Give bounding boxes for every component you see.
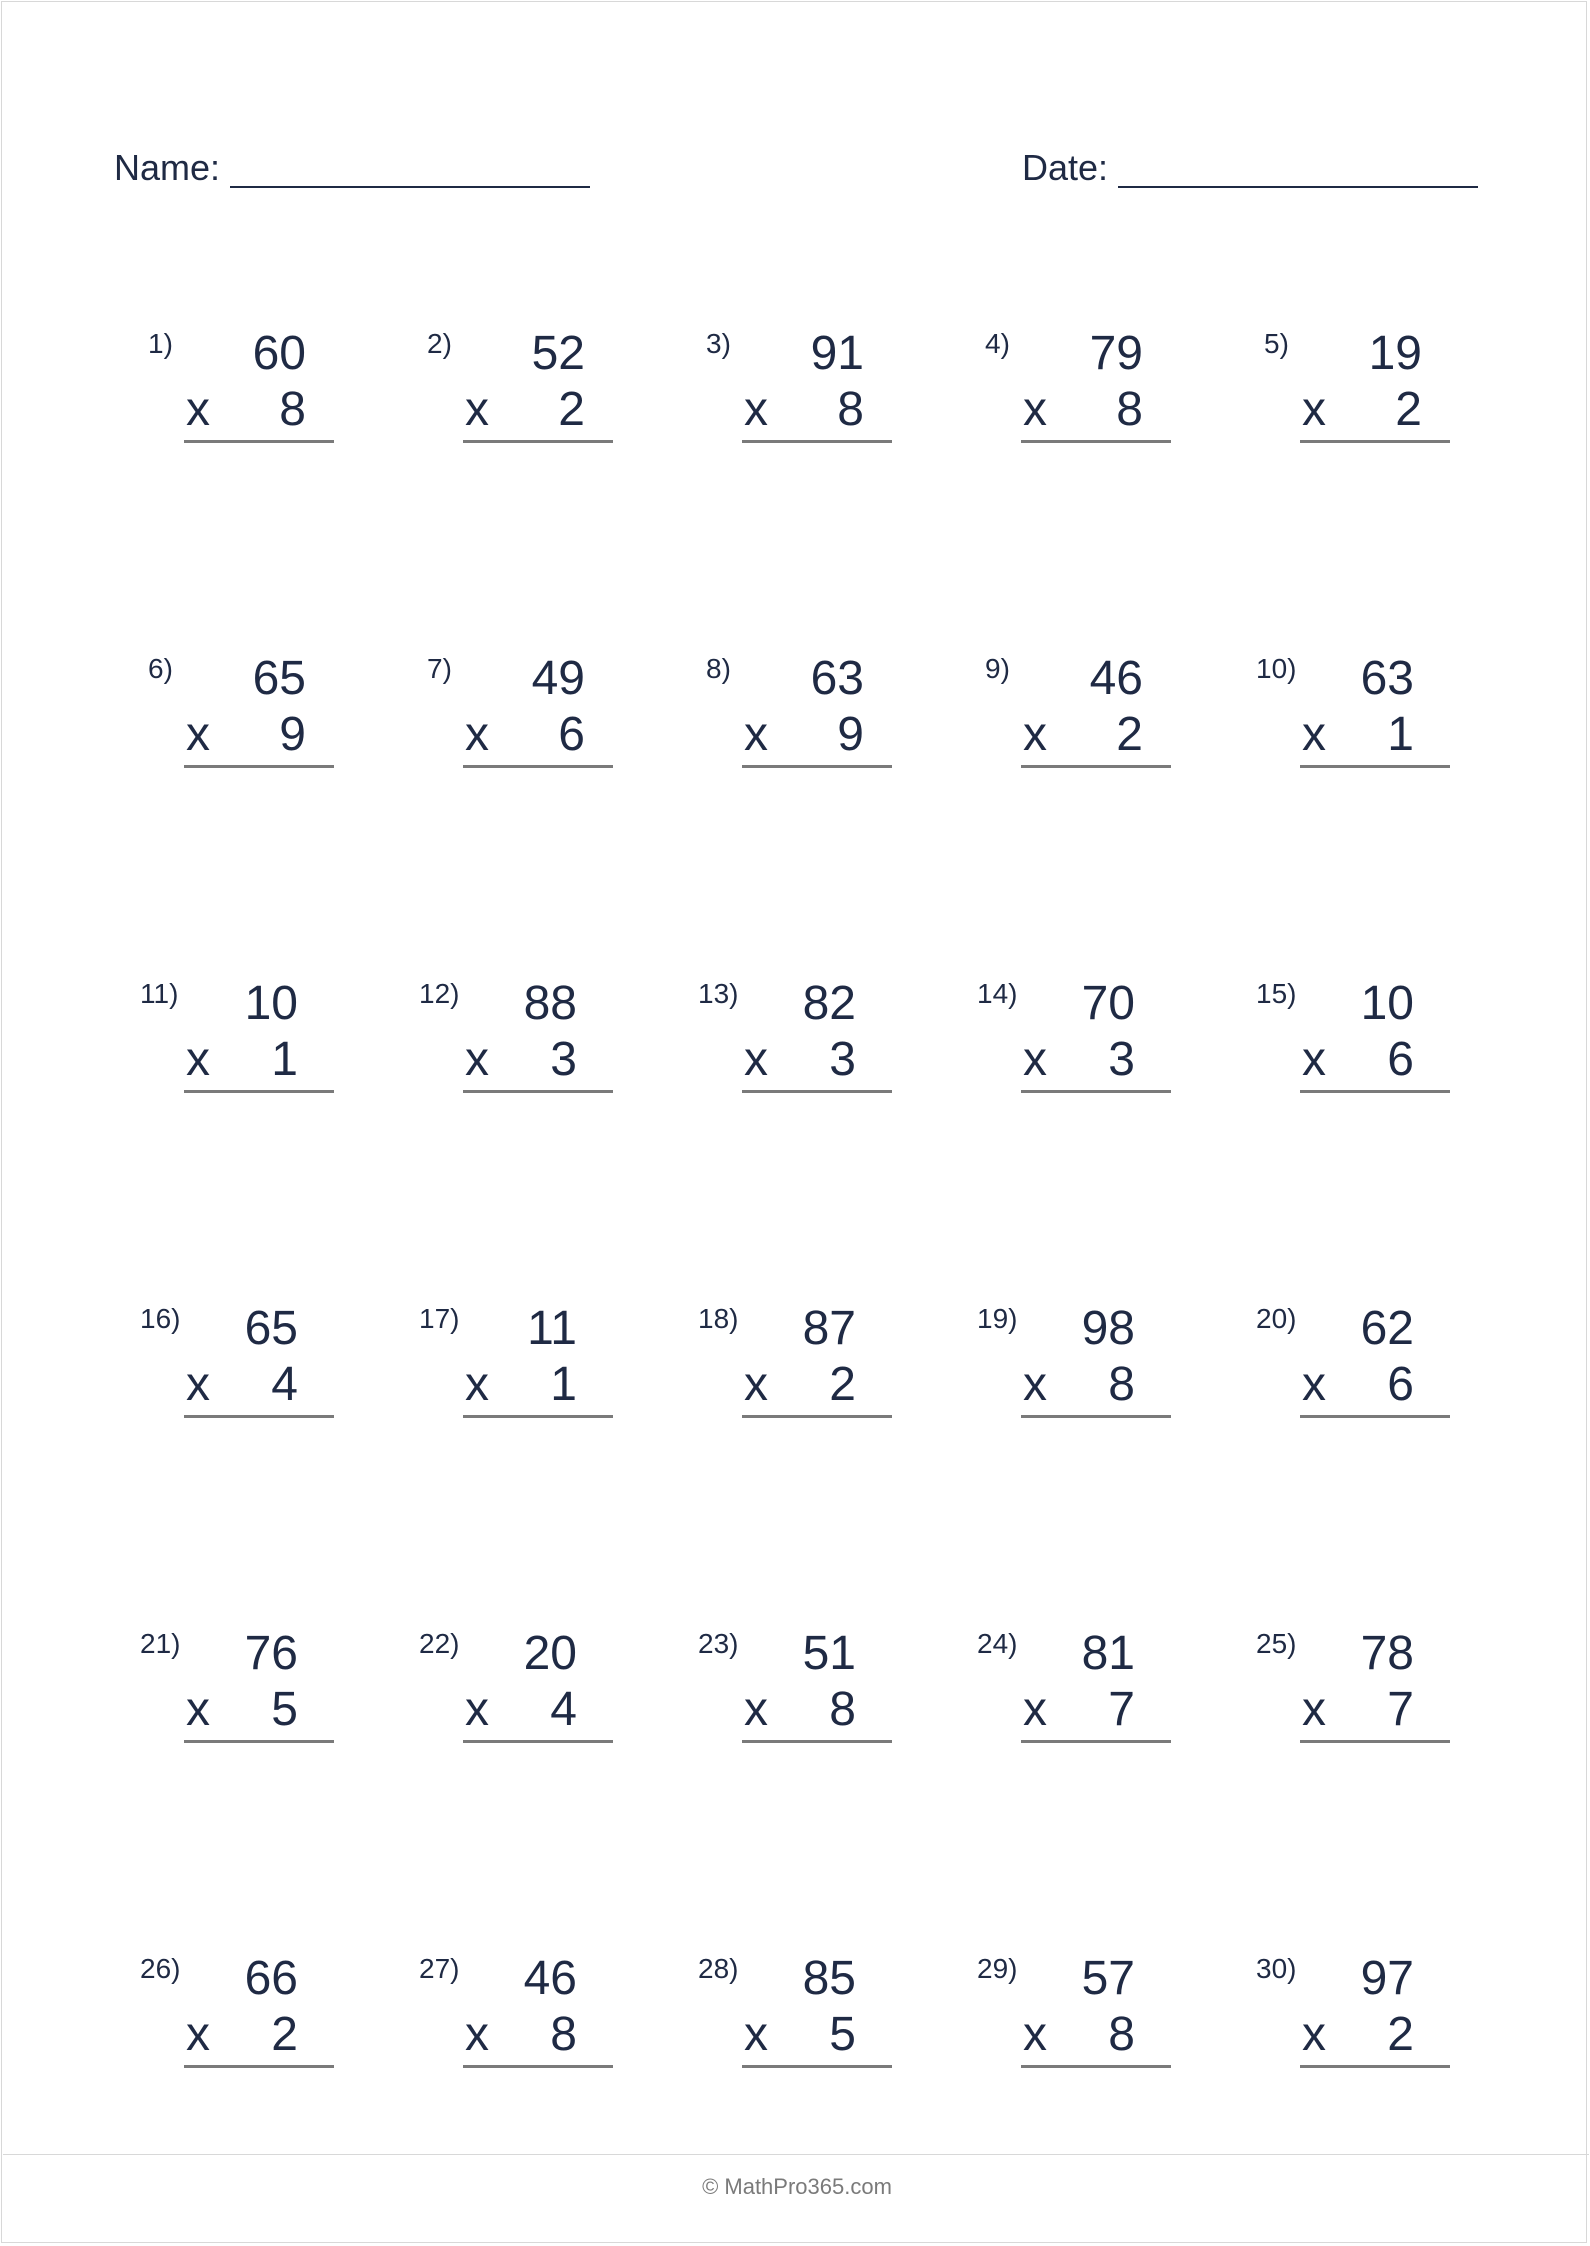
problem-17 — [419, 1303, 619, 1423]
top-factor: 62 — [1360, 1302, 1414, 1355]
problem-number: 14) — [977, 978, 1018, 1009]
problem-13 — [698, 978, 898, 1098]
problem-4 — [985, 328, 1185, 448]
problem-8 — [706, 653, 906, 773]
answer-rule — [1300, 1090, 1450, 1093]
problem-number: 20) — [1256, 1303, 1297, 1334]
bottom-factor: 8 — [1108, 2008, 1135, 2061]
problem-number: 25) — [1256, 1628, 1297, 1659]
answer-rule — [463, 765, 613, 768]
problem-2 — [427, 328, 627, 448]
answer-rule — [463, 440, 613, 443]
top-factor: 85 — [802, 1952, 856, 2005]
multiply-sign: x — [744, 1683, 768, 1736]
bottom-factor: 7 — [1108, 1683, 1135, 1736]
problem-16 — [140, 1303, 340, 1423]
answer-rule — [742, 2065, 892, 2068]
bottom-factor: 1 — [1387, 708, 1414, 761]
top-factor: 81 — [1081, 1627, 1135, 1680]
multiply-sign: x — [465, 383, 489, 436]
problem-27 — [419, 1953, 619, 2073]
answer-rule — [1021, 765, 1171, 768]
bottom-factor: 6 — [1387, 1033, 1414, 1086]
bottom-factor: 5 — [271, 1683, 298, 1736]
multiply-sign: x — [1302, 708, 1326, 761]
answer-rule — [1021, 1415, 1171, 1418]
problem-number: 8) — [706, 653, 731, 684]
answer-rule — [1021, 440, 1171, 443]
problem-28 — [698, 1953, 898, 2073]
problem-number: 10) — [1256, 653, 1297, 684]
multiply-sign: x — [744, 1358, 768, 1411]
problem-21 — [140, 1628, 340, 1748]
problem-18 — [698, 1303, 898, 1423]
problem-number: 9) — [985, 653, 1010, 684]
problem-number: 29) — [977, 1953, 1018, 1984]
multiply-sign: x — [465, 1033, 489, 1086]
problem-5 — [1264, 328, 1464, 448]
bottom-factor: 3 — [829, 1033, 856, 1086]
bottom-factor: 9 — [837, 708, 864, 761]
top-factor: 79 — [1089, 327, 1143, 380]
problem-number: 26) — [140, 1953, 181, 1984]
date-field — [1022, 142, 1478, 189]
top-factor: 87 — [802, 1302, 856, 1355]
answer-rule — [184, 2065, 334, 2068]
top-factor: 10 — [244, 977, 298, 1030]
answer-rule — [184, 765, 334, 768]
bottom-factor: 8 — [279, 383, 306, 436]
answer-rule — [184, 1740, 334, 1743]
top-factor: 20 — [523, 1627, 577, 1680]
answer-rule — [742, 1090, 892, 1093]
multiply-sign: x — [1023, 1033, 1047, 1086]
bottom-factor: 4 — [550, 1683, 577, 1736]
top-factor: 63 — [810, 652, 864, 705]
bottom-factor: 2 — [1116, 708, 1143, 761]
answer-rule — [463, 1090, 613, 1093]
answer-rule — [184, 440, 334, 443]
answer-rule — [463, 1415, 613, 1418]
bottom-factor: 1 — [550, 1358, 577, 1411]
top-factor: 60 — [252, 327, 306, 380]
top-factor: 88 — [523, 977, 577, 1030]
bottom-factor: 9 — [279, 708, 306, 761]
multiply-sign: x — [186, 1358, 210, 1411]
bottom-factor: 6 — [558, 708, 585, 761]
bottom-factor: 4 — [271, 1358, 298, 1411]
problem-number: 23) — [698, 1628, 739, 1659]
name-label: Name: — [114, 147, 221, 188]
multiply-sign: x — [186, 383, 210, 436]
answer-rule — [1021, 1090, 1171, 1093]
bottom-factor: 1 — [271, 1033, 298, 1086]
problem-26 — [140, 1953, 340, 2073]
problem-25 — [1256, 1628, 1456, 1748]
bottom-factor: 8 — [837, 383, 864, 436]
problem-number: 15) — [1256, 978, 1297, 1009]
multiply-sign: x — [186, 708, 210, 761]
bottom-factor: 2 — [1387, 2008, 1414, 2061]
name-field — [114, 142, 590, 189]
bottom-factor: 2 — [1395, 383, 1422, 436]
multiply-sign: x — [186, 2008, 210, 2061]
bottom-factor: 3 — [550, 1033, 577, 1086]
problem-20 — [1256, 1303, 1456, 1423]
problem-number: 13) — [698, 978, 739, 1009]
problem-24 — [977, 1628, 1177, 1748]
answer-rule — [742, 1415, 892, 1418]
bottom-factor: 7 — [1387, 1683, 1414, 1736]
problem-11 — [140, 978, 340, 1098]
multiply-sign: x — [1302, 1683, 1326, 1736]
bottom-factor: 2 — [271, 2008, 298, 2061]
top-factor: 66 — [244, 1952, 298, 2005]
problem-9 — [985, 653, 1185, 773]
multiply-sign: x — [1302, 2008, 1326, 2061]
bottom-factor: 5 — [829, 2008, 856, 2061]
problem-7 — [427, 653, 627, 773]
bottom-factor: 2 — [829, 1358, 856, 1411]
problem-number: 11) — [140, 978, 179, 1009]
answer-rule — [184, 1415, 334, 1418]
problem-number: 28) — [698, 1953, 739, 1984]
multiply-sign: x — [1023, 1358, 1047, 1411]
problem-number: 24) — [977, 1628, 1018, 1659]
answer-rule — [463, 2065, 613, 2068]
top-factor: 19 — [1368, 327, 1422, 380]
date-label: Date: — [1022, 147, 1109, 188]
multiply-sign: x — [465, 1358, 489, 1411]
problem-number: 16) — [140, 1303, 181, 1334]
problem-23 — [698, 1628, 898, 1748]
multiply-sign: x — [1302, 1033, 1326, 1086]
problem-number: 6) — [148, 653, 173, 684]
answer-rule — [742, 765, 892, 768]
multiply-sign: x — [744, 2008, 768, 2061]
problem-30 — [1256, 1953, 1456, 2073]
top-factor: 46 — [1089, 652, 1143, 705]
top-factor: 57 — [1081, 1952, 1135, 2005]
top-factor: 76 — [244, 1627, 298, 1680]
top-factor: 82 — [802, 977, 856, 1030]
date-blank-line[interactable] — [1118, 150, 1478, 188]
bottom-factor: 2 — [558, 383, 585, 436]
problem-29 — [977, 1953, 1177, 2073]
multiply-sign: x — [744, 1033, 768, 1086]
multiply-sign: x — [1023, 708, 1047, 761]
problem-number: 1) — [148, 328, 173, 359]
problem-number: 2) — [427, 328, 452, 359]
problem-12 — [419, 978, 619, 1098]
problem-19 — [977, 1303, 1177, 1423]
problem-10 — [1256, 653, 1456, 773]
problem-14 — [977, 978, 1177, 1098]
problem-number: 30) — [1256, 1953, 1297, 1984]
top-factor: 52 — [531, 327, 585, 380]
answer-rule — [1300, 2065, 1450, 2068]
multiply-sign: x — [1023, 383, 1047, 436]
top-factor: 51 — [802, 1627, 856, 1680]
top-factor: 10 — [1360, 977, 1414, 1030]
name-blank-line[interactable] — [230, 150, 590, 188]
multiply-sign: x — [744, 708, 768, 761]
multiply-sign: x — [465, 2008, 489, 2061]
top-factor: 97 — [1360, 1952, 1414, 2005]
answer-rule — [1021, 1740, 1171, 1743]
top-factor: 70 — [1081, 977, 1135, 1030]
multiply-sign: x — [1302, 383, 1326, 436]
problem-number: 22) — [419, 1628, 460, 1659]
top-factor: 98 — [1081, 1302, 1135, 1355]
top-factor: 49 — [531, 652, 585, 705]
multiply-sign: x — [744, 383, 768, 436]
multiply-sign: x — [1302, 1358, 1326, 1411]
answer-rule — [463, 1740, 613, 1743]
problem-3 — [706, 328, 906, 448]
top-factor: 65 — [252, 652, 306, 705]
bottom-factor: 8 — [550, 2008, 577, 2061]
bottom-factor: 3 — [1108, 1033, 1135, 1086]
bottom-factor: 6 — [1387, 1358, 1414, 1411]
answer-rule — [1300, 440, 1450, 443]
problem-number: 12) — [419, 978, 460, 1009]
problem-number: 18) — [698, 1303, 739, 1334]
bottom-factor: 8 — [1108, 1358, 1135, 1411]
answer-rule — [1300, 1740, 1450, 1743]
problem-number: 4) — [985, 328, 1010, 359]
problem-number: 19) — [977, 1303, 1018, 1334]
bottom-factor: 8 — [829, 1683, 856, 1736]
multiply-sign: x — [1023, 1683, 1047, 1736]
answer-rule — [184, 1090, 334, 1093]
top-factor: 11 — [527, 1302, 577, 1355]
problem-number: 21) — [140, 1628, 181, 1659]
top-factor: 65 — [244, 1302, 298, 1355]
footer-divider — [3, 2154, 1589, 2155]
bottom-factor: 8 — [1116, 383, 1143, 436]
multiply-sign: x — [186, 1033, 210, 1086]
worksheet-page — [1, 1, 1587, 2243]
multiply-sign: x — [465, 708, 489, 761]
answer-rule — [742, 1740, 892, 1743]
problem-number: 27) — [419, 1953, 460, 1984]
problem-22 — [419, 1628, 619, 1748]
answer-rule — [1300, 765, 1450, 768]
problem-15 — [1256, 978, 1456, 1098]
answer-rule — [742, 440, 892, 443]
multiply-sign: x — [465, 1683, 489, 1736]
problem-number: 5) — [1264, 328, 1289, 359]
problem-number: 7) — [427, 653, 452, 684]
top-factor: 78 — [1360, 1627, 1414, 1680]
problem-6 — [148, 653, 348, 773]
problem-1 — [148, 328, 348, 448]
multiply-sign: x — [186, 1683, 210, 1736]
answer-rule — [1021, 2065, 1171, 2068]
problem-number: 3) — [706, 328, 731, 359]
top-factor: 91 — [810, 327, 864, 380]
top-factor: 63 — [1360, 652, 1414, 705]
multiply-sign: x — [1023, 2008, 1047, 2061]
answer-rule — [1300, 1415, 1450, 1418]
footer-copyright: © MathPro365.com — [702, 2174, 892, 2199]
problem-number: 17) — [419, 1303, 460, 1334]
top-factor: 46 — [523, 1952, 577, 2005]
